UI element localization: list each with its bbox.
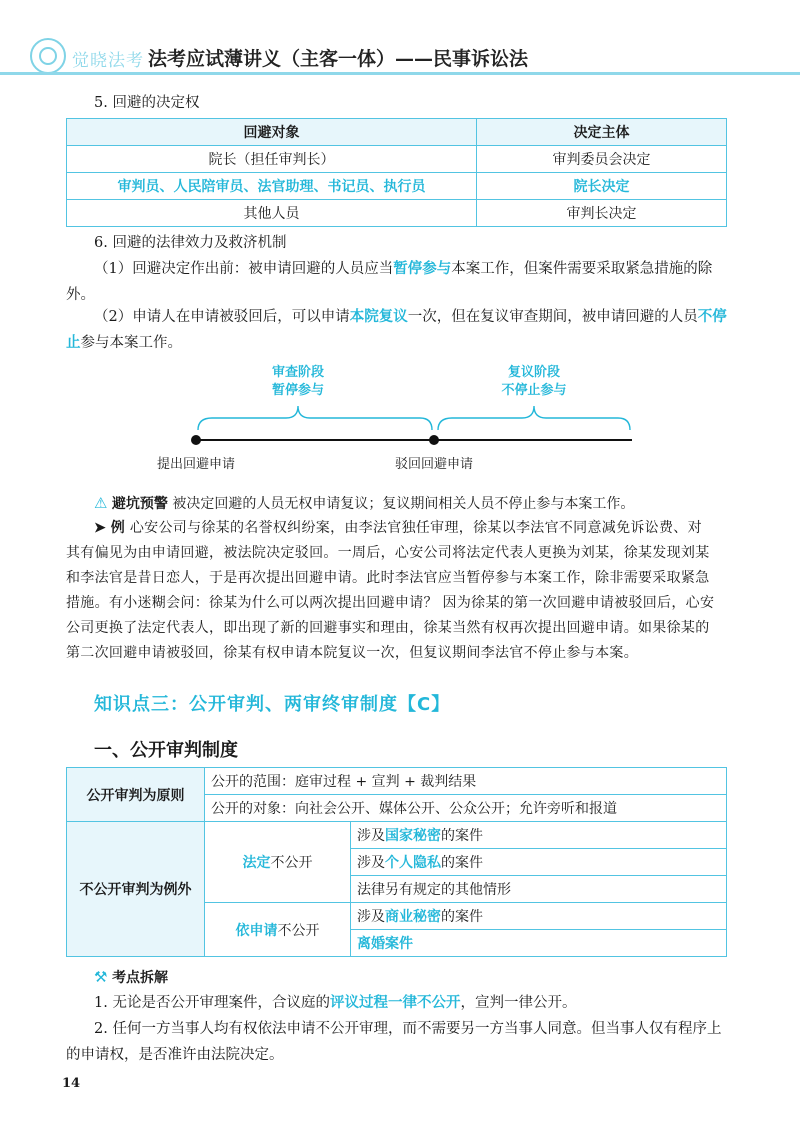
table-cell: [351, 930, 727, 957]
paragraph-1: [94, 256, 730, 282]
paragraph-1-cont: 外。: [66, 287, 95, 303]
example-line: [94, 516, 730, 541]
example-line: 其有偏见为由申请回避，被法院决定驳回。一周后，心安公司将法定代表人更换为刘某，徐某发现刘某: [66, 545, 710, 561]
recusal-timeline: [140, 360, 650, 480]
apply-category-cell: [205, 903, 351, 957]
table-cell: 其他人员: [67, 200, 477, 227]
text-span: 的案件: [441, 828, 483, 844]
analysis-label: 考点拆解: [112, 970, 169, 986]
table-cell: 审判委员会决定: [477, 146, 727, 173]
highlight: 国家秘密: [385, 828, 441, 844]
table-cell: 院长决定: [477, 173, 727, 200]
stage1-sub: 暂停参与: [271, 383, 325, 398]
example-line: 公司更换了法定代表人，即出现了新的回避事实和理由，徐某当然有权再次提出回避申请。如果徐某的: [66, 620, 710, 636]
text-span: 本案工作，但案件需要采取紧急措施的除: [451, 261, 713, 277]
text-span: ，宣判一律公开。: [460, 995, 577, 1011]
table-cell: 审判员、人民陪审员、法官助理、书记员、执行员: [67, 173, 477, 200]
section5-heading: 5. 回避的决定权: [94, 95, 200, 111]
highlight: 本院复议: [349, 309, 408, 325]
example-text: 心安公司与徐某的名誉权纠纷案，由李法官独任审理，徐某以李法官不同意减免诉讼费、对: [129, 520, 702, 536]
table-row: [67, 822, 727, 849]
text-span: 参与本案工作。: [80, 335, 182, 351]
stage1-brace: [198, 406, 432, 430]
highlight: 商业秘密: [385, 909, 441, 925]
table-row: [67, 200, 727, 227]
text-span: 不公开: [270, 855, 313, 871]
stage2-brace: [438, 406, 630, 430]
warning-note: [94, 490, 730, 517]
recusal-decision-table: [66, 118, 727, 227]
section-title: 一、公开审判制度: [94, 740, 238, 761]
page-number: 14: [62, 1076, 81, 1091]
analysis-point-2: 2. 任何一方当事人均有权依法申请不公开审理，而不需要另一方当事人同意。但当事人仅有程序上: [94, 1021, 722, 1037]
table-cell: 审判长决定: [477, 200, 727, 227]
table-row: [67, 173, 727, 200]
point-marker: [429, 435, 439, 445]
highlight: 个人隐私: [385, 855, 441, 871]
stage2-sub: 不停止参与: [501, 383, 567, 398]
text-span: 1. 无论是否公开审理案件，合议庭的: [94, 995, 330, 1011]
stage2-title: 复议阶段: [507, 365, 561, 380]
principle-cell: 公开审判为原则: [67, 768, 205, 822]
paragraph-2: [94, 304, 730, 330]
highlight: 法定: [242, 855, 271, 871]
stage1-title: 审查阶段: [271, 365, 325, 380]
highlight: 不停: [697, 309, 727, 325]
table-cell: [351, 903, 727, 930]
knowledge-point-heading: 知识点三：公开审判、两审终审制度【C】: [94, 694, 451, 715]
warning-label: 避坑预警: [111, 496, 168, 512]
page-header: [0, 0, 800, 78]
text-span: 涉及: [357, 855, 385, 871]
text-span: 不公开: [277, 922, 320, 939]
paragraph-2-cont: [66, 330, 702, 356]
analysis-point-1: [94, 990, 730, 1016]
analysis-point-2-cont: 的申请权，是否准许由法院决定。: [66, 1047, 284, 1063]
logo-icon: [30, 38, 66, 74]
table-row: [67, 146, 727, 173]
public-trial-table: [66, 767, 727, 957]
table-cell: 法律另有规定的其他情形: [351, 876, 727, 903]
text-span: （2）申请人在申请被驳回后，可以申请: [94, 309, 350, 325]
warning-text: 被决定回避的人员无权申请复议；复议期间相关人员不停止参与本案工作。: [172, 496, 635, 512]
table-cell: 公开的对象：向社会公开、媒体公开、公众公开；允许旁听和报道: [205, 795, 727, 822]
example-label: 例: [110, 520, 126, 536]
table-header: 回避对象: [67, 119, 477, 146]
point2-label: 驳回回避申请: [394, 457, 474, 472]
example-line: 措施。有小迷糊会问：徐某为什么可以两次提出回避申请？ 因为徐某的第一次回避申请被驳回后，心安: [66, 595, 715, 611]
table-header: 决定主体: [477, 119, 727, 146]
text-span: 涉及: [357, 828, 385, 844]
highlight: 评议过程一律不公开: [329, 995, 461, 1011]
legal-category-cell: [205, 822, 351, 903]
text-span: 的案件: [441, 909, 483, 925]
text-span: 涉及: [357, 909, 385, 925]
table-cell: 院长（担任审判长）: [67, 146, 477, 173]
point1-label: 提出回避申请: [156, 457, 236, 472]
example-line: 第二次回避申请被驳回，徐某有权申请本院复议一次，但复议期间李法官不停止参与本案。: [66, 645, 638, 661]
brand-name: 觉晓法考: [72, 51, 144, 71]
warning-icon: ⚠: [94, 494, 108, 512]
arrow-icon: ➤: [94, 520, 107, 536]
exception-cell: 不公开审判为例外: [67, 822, 205, 957]
text-span: （1）回避决定作出前：被申请回避的人员应当: [94, 261, 394, 277]
header-rule: [0, 72, 800, 75]
text-span: 一次，但在复议审查期间，被申请回避的人员: [407, 309, 698, 325]
highlight: 离婚案件: [357, 936, 413, 952]
section6-heading: 6. 回避的法律效力及救济机制: [94, 235, 287, 251]
highlight: 暂停参与: [393, 261, 452, 277]
highlight: 依申请: [235, 922, 278, 939]
table-cell: [351, 849, 727, 876]
highlight: 止: [66, 335, 81, 351]
tools-icon: ⚒: [94, 968, 108, 986]
table-cell: 公开的范围：庭审过程 + 宣判 + 裁判结果: [205, 768, 727, 795]
point-marker: [191, 435, 201, 445]
text-span: 的案件: [441, 855, 483, 871]
table-row: [67, 768, 727, 795]
analysis-heading: [94, 964, 730, 991]
book-title: 法考应试薄讲义（主客一体）——民事诉讼法: [148, 48, 529, 70]
table-cell: [351, 822, 727, 849]
example-line: 和李法官是昔日恋人，于是再次提出回避申请。此时李法官应当暂停参与本案工作，除非需要采取紧急: [66, 570, 710, 586]
